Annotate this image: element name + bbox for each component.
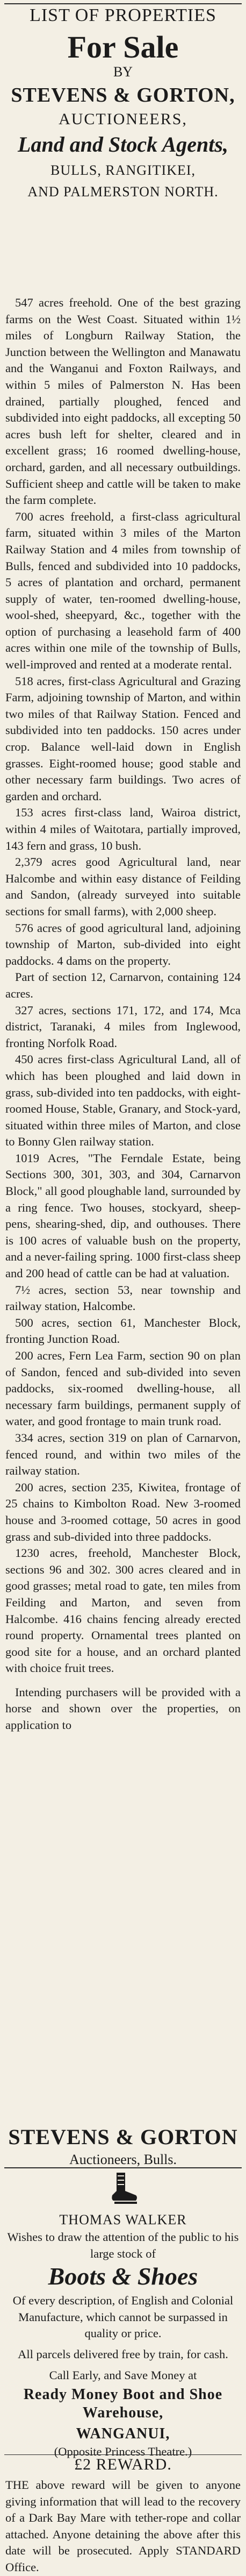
listing-item: 153 acres first-class land, Wairoa district, within 4 miles of Waitotara, partially improved, 143 fern and grass, 10 bush. [5, 806, 241, 852]
walker-opposite: (Opposite Princess Theatre.) [54, 2445, 192, 2459]
boots-shoes-heading: Boots & Shoes [48, 2262, 198, 2290]
signature-block [5, 2124, 241, 2168]
walker-ad [5, 2171, 241, 2460]
closing-note: Intending purchasers will be provided with a horse and shown over the properties, on application to [5, 1685, 241, 1732]
for-sale-heading: For Sale [67, 30, 179, 65]
listings [5, 295, 241, 1734]
signature-role: Auctioneers, Bulls. [69, 2152, 177, 2167]
listing-item: Part of section 12, Carnarvon, containing 124 acres. [5, 970, 241, 1000]
walker-store: Ready Money Boot and Shoe Warehouse, [23, 2386, 223, 2422]
header-block [5, 5, 241, 200]
reward-body: THE above reward will be given to anyone giving information that will lead to the recovery of a Dark Bay Mare with tether-rope and collar attached. Anyone detaining the above after this date will be prosecuted. Apply STANDARD Office. [5, 2478, 241, 2574]
top-rule [4, 3, 242, 4]
listing-item: 1019 Acres, "The Ferndale Estate, being Sections 300, 301, 303, and 304, Carnarvon Block," all good ploughable land, surrounded by a ring fence. Two houses, stockyard, sheep-pens, shearing-shed, dip, and outhouses. There is 100 acres of valuable bush on the property, and a never-failing spring. 1000 first-class sheep and 200 head of cattle can be had at valuation. [5, 1151, 241, 1280]
signature-firm: STEVENS & GORTON [8, 2125, 238, 2149]
by-label: BY [113, 64, 133, 80]
boot-icon-svg [107, 2171, 139, 2206]
listing-item: 1230 acres, freehold, Manchester Block, sections 96 and 302. 300 acres cleared and in good grasses; metal road to gate, ten miles from Feilding and Marton, and seven from Halcombe. 416 chains fencing already erected round property. Ornamental trees planted on good site for a house, and an orchard planted with choice fruit trees. [5, 1546, 241, 1675]
reward-rule [4, 2454, 242, 2455]
listing-item: 500 acres, section 61, Manchester Block, fronting Junction Road. [5, 1315, 241, 1346]
reward-ad [5, 2456, 241, 2576]
reward-title: £2 REWARD. [74, 2456, 172, 2473]
listing-item: 334 acres, section 319 on plan of Carnarvon, fenced round, and within two miles of the railway station. [5, 1431, 241, 1478]
listing-item: 200 acres, section 235, Kiwitea, frontage of 25 chains to Kimbolton Road. New 3-roomed house and 3-roomed cottage, 50 acres in good grass and sub-divided into three paddocks. [5, 1480, 241, 1543]
walker-wishes: Wishes to draw the attention of the public to his large stock of [7, 2230, 239, 2260]
land-stock-agents: Land and Stock Agents, [18, 132, 228, 156]
walker-town: WANGANUI, [76, 2425, 170, 2443]
walker-parcels: All parcels delivered free by train, for cash. [18, 2347, 228, 2361]
divider-rule [4, 2167, 242, 2168]
and-palmerston-north: AND PALMERSTON NORTH. [27, 184, 219, 200]
listing-item: 450 acres first-class Agricultural Land, all of which has been ploughed and laid down in grass, sub-divided into ten paddocks, with eight-roomed House, Stable, Granary, and Stock-yard, situated within three miles of Marton, and close to Bonny Glen railway station. [5, 1052, 241, 1149]
bulls-rangitikei: BULLS, RANGITIKEI, [50, 162, 196, 178]
listing-item: 7½ acres, section 53, near township and railway station, Halcombe. [5, 1283, 241, 1313]
walker-call: Call Early, and Save Money at [49, 2368, 197, 2382]
listing-item: 547 acres freehold. One of the best grazing farms on the West Coast. Situated within 1½ miles of Longburn Railway Station, the Junction between the Wellington and Manawatu and the Wanganui and Foxton Railways, and within 5 miles of Palmerston N. Has been drained, partially ploughed, fenced and subdivided into eight paddocks, all excepting 50 acres bush left for shelter, cleared and in excellent grass; 16 roomed dwelling-house, orchard, garden, and all necessary outbuildings. Sufficient sheep and cattle will be taken to make the farm complete. [5, 296, 241, 507]
listing-item: 327 acres, sections 171, 172, and 174, Mca district, Taranaki, 4 miles from Inglewood, fronting Norfolk Road. [5, 1003, 241, 1050]
firm-name: STEVENS & GORTON, [11, 84, 235, 106]
listing-item: 200 acres, Fern Lea Farm, section 90 on plan of Sandon, fenced and sub-divided into seven paddocks, six-roomed dwelling-house, all necessary farm buildings, permanent supply of water, and good frontage to main trunk road. [5, 1349, 241, 1428]
listing-item: 576 acres of good agricultural land, adjoining township of Marton, sub-divided into eight paddocks. 4 dams on the property. [5, 921, 241, 967]
boot-icon [107, 2171, 139, 2206]
auctioneers-label: AUCTIONEERS, [59, 110, 187, 128]
listing-item: 2,379 acres good Agricultural land, near Halcombe and within easy distance of Feilding and Sandon, (already surveyed into suitable sections for small farms), with 2,000 sheep. [5, 855, 241, 918]
listing-item: 518 acres, first-class Agricultural and Grazing Farm, adjoining township of Marton, and within two miles of that Railway Station. Fenced and subdivided into ten paddocks. 150 acres under crop. Balance well-laid down in English grasses. Eight-roomed house; good stable and other necessary farm buildings. Two acres of garden and orchard. [5, 674, 241, 803]
listing-item: 700 acres freehold, a first-class agricultural farm, situated within 3 miles of the Marton Railway Station and 4 miles from township of Bulls, fenced and subdivided into 10 paddocks, 5 acres of plantation and orchard, permanent supply of water, ten-roomed dwelling-house, wool-shed, sheepyard, &c., together with the option of purchasing a leasehold farm of 400 acres within one mile of the township of Bulls, well-improved and rented at a moderate rental. [5, 509, 241, 672]
list-of-properties-heading: LIST OF PROPERTIES [30, 5, 216, 25]
walker-desc: Of every description, of English and Colonial Manufacture, which cannot be surpassed in quality or price. [12, 2294, 234, 2340]
walker-name: THOMAS WALKER [59, 2212, 187, 2228]
